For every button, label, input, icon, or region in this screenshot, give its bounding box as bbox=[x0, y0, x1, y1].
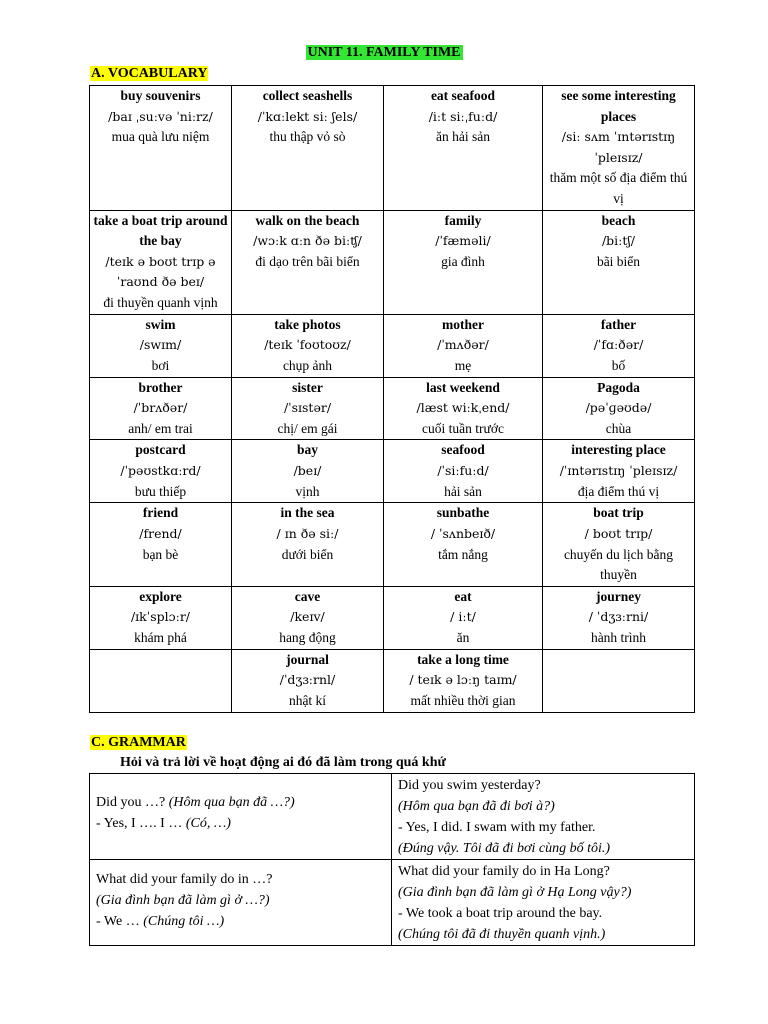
vocab-word: take photos bbox=[274, 316, 341, 332]
vocab-ipa: / ˈdʒɜːrni/ bbox=[588, 609, 649, 625]
vocab-word: beach bbox=[601, 212, 636, 228]
vocab-word: walk on the beach bbox=[255, 212, 360, 228]
vocab-word: Pagoda bbox=[597, 379, 640, 395]
vocab-meaning: chùa bbox=[605, 420, 632, 436]
vocabulary-cell bbox=[232, 440, 384, 503]
vocabulary-cell bbox=[384, 586, 543, 649]
vocab-meaning: bố bbox=[611, 357, 626, 373]
vocabulary-cell bbox=[384, 440, 543, 503]
vocab-meaning: mua quà lưu niệm bbox=[111, 129, 210, 145]
grammar-translation: (Gia đình bạn đã làm gì ở …?) bbox=[96, 893, 270, 908]
vocab-ipa: /ˈdʒɜːrnl/ bbox=[279, 672, 336, 688]
grammar-translation: (Hôm qua bạn đã …?) bbox=[168, 795, 295, 810]
vocab-word: take a long time bbox=[417, 651, 509, 667]
vocabulary-row bbox=[90, 586, 695, 649]
vocab-meaning: hang động bbox=[279, 629, 336, 645]
vocabulary-cell bbox=[232, 210, 384, 314]
vocab-ipa: /ˈfæməli/ bbox=[435, 233, 491, 249]
vocab-ipa: /ˈbrʌðər/ bbox=[133, 400, 188, 416]
vocabulary-cell bbox=[543, 314, 695, 377]
vocabulary-row bbox=[90, 503, 695, 586]
vocab-word: father bbox=[600, 316, 637, 332]
vocab-meaning: khám phá bbox=[134, 629, 187, 645]
section-vocabulary-heading bbox=[90, 65, 208, 82]
vocabulary-row bbox=[90, 86, 695, 211]
section-grammar-heading bbox=[90, 734, 187, 751]
vocab-meaning: ăn bbox=[456, 629, 470, 645]
vocab-meaning: chị/ em gái bbox=[277, 420, 338, 436]
vocabulary-cell bbox=[543, 377, 695, 440]
vocab-meaning: ăn hải sản bbox=[436, 129, 490, 145]
vocab-word: sister bbox=[292, 379, 323, 395]
vocabulary-row bbox=[90, 440, 695, 503]
vocabulary-cell bbox=[543, 503, 695, 586]
section-grammar-label: C. GRAMMAR bbox=[91, 735, 186, 750]
vocab-word: cave bbox=[294, 588, 321, 604]
vocabulary-cell bbox=[384, 377, 543, 440]
vocabulary-cell bbox=[384, 503, 543, 586]
vocabulary-cell bbox=[90, 649, 232, 712]
vocabulary-cell bbox=[232, 503, 384, 586]
grammar-pattern-cell bbox=[90, 860, 392, 946]
vocab-word: swim bbox=[145, 316, 176, 332]
grammar-row bbox=[90, 860, 695, 946]
vocab-ipa: /ɪkˈsplɔːr/ bbox=[130, 609, 191, 625]
grammar-text: - We … bbox=[96, 914, 144, 929]
vocab-ipa: /ˈsiːfuːd/ bbox=[437, 462, 489, 478]
vocab-meaning: gia đình bbox=[441, 253, 485, 269]
vocab-meaning: bạn bè bbox=[142, 546, 179, 562]
vocabulary-cell bbox=[543, 86, 695, 211]
vocab-word: last weekend bbox=[426, 379, 500, 395]
vocab-ipa: /pəˈɡəʊdə/ bbox=[585, 400, 652, 416]
vocab-word: friend bbox=[142, 505, 179, 521]
grammar-text: What did your family do in …? bbox=[96, 872, 273, 887]
vocab-meaning: hải sản bbox=[444, 483, 482, 499]
vocab-meaning: mất nhiều thời gian bbox=[410, 692, 516, 708]
vocabulary-cell bbox=[543, 210, 695, 314]
vocab-word: see some interesting places bbox=[561, 88, 676, 124]
vocabulary-row bbox=[90, 314, 695, 377]
vocab-ipa: /iːt siːˌfuːd/ bbox=[428, 108, 498, 124]
vocabulary-cell bbox=[232, 377, 384, 440]
vocab-ipa: /beɪ/ bbox=[293, 462, 322, 478]
vocab-ipa: / ˈsʌnbeɪð/ bbox=[430, 525, 496, 541]
vocab-ipa: /teɪk ə boʊt trɪp ə ˈraʊnd ðə beɪ/ bbox=[105, 253, 216, 290]
vocabulary-row bbox=[90, 377, 695, 440]
vocab-meaning: thăm một số địa điểm thú vị bbox=[549, 170, 688, 206]
grammar-example-cell bbox=[392, 774, 695, 860]
grammar-line bbox=[96, 911, 385, 932]
vocab-ipa: /baɪ ˌsuːvə ˈniːrz/ bbox=[108, 108, 213, 124]
vocab-ipa: / teɪk ə lɔːŋ taɪm/ bbox=[409, 672, 517, 688]
vocabulary-cell bbox=[90, 314, 232, 377]
vocab-ipa: /siː sʌm ˈɪntərɪstɪŋ ˈpleɪsɪz/ bbox=[561, 129, 676, 165]
vocab-ipa: /teɪk ˈfoʊtoʊz/ bbox=[264, 337, 351, 353]
grammar-text: Did you …? bbox=[96, 795, 169, 810]
vocab-word: boat trip bbox=[593, 505, 644, 521]
grammar-translation: (Chúng tôi …) bbox=[143, 914, 225, 929]
vocabulary-row bbox=[90, 210, 695, 314]
grammar-example-answer: - Yes, I did. I swam with my father. bbox=[398, 820, 596, 835]
vocabulary-cell bbox=[543, 440, 695, 503]
vocab-ipa: /ˈmʌðər/ bbox=[437, 337, 489, 353]
vocab-meaning: chụp ảnh bbox=[282, 357, 333, 373]
grammar-line bbox=[96, 792, 385, 813]
grammar-example-translation: (Hôm qua bạn đã đi bơi à?) bbox=[398, 799, 555, 814]
vocabulary-cell bbox=[543, 586, 695, 649]
vocabulary-cell bbox=[232, 586, 384, 649]
vocab-meaning: địa điểm thú vị bbox=[577, 483, 660, 499]
unit-title-text: UNIT 11. FAMILY TIME bbox=[307, 45, 461, 60]
vocab-meaning: vịnh bbox=[295, 483, 320, 499]
vocabulary-cell bbox=[384, 649, 543, 712]
grammar-subtitle: Hỏi và trả lời về hoạt động ai đó đã làm trong quá khứ bbox=[120, 755, 446, 770]
vocab-ipa: /wɔːk ɑːn ðə biːʧ/ bbox=[253, 233, 362, 249]
grammar-example-translation: (Đúng vậy. Tôi đã đi bơi cùng bố tôi.) bbox=[398, 841, 611, 856]
vocabulary-cell bbox=[90, 210, 232, 314]
vocab-word: sunbathe bbox=[436, 505, 490, 521]
vocabulary-cell bbox=[90, 503, 232, 586]
vocab-ipa: /læst wiːkˌend/ bbox=[416, 400, 510, 416]
vocab-word: journal bbox=[286, 651, 329, 667]
vocabulary-table-body bbox=[90, 86, 695, 713]
grammar-pattern-cell bbox=[90, 774, 392, 860]
vocabulary-cell bbox=[384, 210, 543, 314]
vocab-word: seafood bbox=[441, 442, 485, 458]
vocab-meaning: hành trình bbox=[590, 629, 647, 645]
vocab-meaning: cuối tuần trước bbox=[422, 420, 504, 436]
vocab-word: bay bbox=[296, 442, 318, 458]
vocab-ipa: /frend/ bbox=[139, 525, 182, 541]
vocab-ipa: / boʊt trɪp/ bbox=[584, 525, 653, 541]
vocab-word: take a boat trip around the bay bbox=[93, 212, 228, 249]
vocab-ipa: / ɪn ðə siː/ bbox=[276, 525, 339, 541]
vocab-word: mother bbox=[442, 316, 484, 332]
vocab-ipa: /swɪm/ bbox=[139, 337, 182, 353]
grammar-example-cell bbox=[392, 860, 695, 946]
vocab-ipa: /ˈfɑːðər/ bbox=[593, 337, 644, 353]
section-vocabulary-label: A. VOCABULARY bbox=[91, 66, 208, 81]
vocabulary-cell bbox=[232, 86, 384, 211]
vocabulary-cell bbox=[384, 86, 543, 211]
grammar-text: - Yes, I …. I … bbox=[96, 816, 186, 831]
grammar-translation: (Có, …) bbox=[185, 816, 231, 831]
vocab-meaning: bơi bbox=[151, 357, 170, 373]
vocab-meaning: bãi biển bbox=[596, 253, 641, 269]
unit-title bbox=[0, 44, 768, 61]
vocab-meaning: đi thuyền quanh vịnh bbox=[103, 294, 218, 310]
vocabulary-cell bbox=[90, 86, 232, 211]
vocab-word: postcard bbox=[135, 442, 186, 458]
grammar-example-question: What did your family do in Ha Long? bbox=[398, 864, 610, 879]
vocab-meaning: dưới biển bbox=[281, 546, 334, 562]
grammar-table bbox=[89, 773, 695, 946]
grammar-example-answer: - We took a boat trip around the bay. bbox=[398, 906, 603, 921]
vocab-ipa: /ˈpəʊstkɑːrd/ bbox=[120, 462, 201, 478]
vocab-ipa: /biːtʃ/ bbox=[601, 233, 636, 249]
vocabulary-cell bbox=[232, 649, 384, 712]
vocab-ipa: /keɪv/ bbox=[290, 609, 325, 625]
grammar-example-translation: (Gia đình bạn đã làm gì ở Hạ Long vậy?) bbox=[398, 885, 632, 900]
grammar-example-translation: (Chúng tôi đã đi thuyền quanh vịnh.) bbox=[398, 927, 606, 942]
vocab-meaning: thu thập vỏ sò bbox=[269, 129, 346, 145]
vocab-word: collect seashells bbox=[262, 88, 353, 103]
vocab-word: in the sea bbox=[280, 505, 335, 521]
vocab-word: family bbox=[444, 212, 482, 228]
grammar-row bbox=[90, 774, 695, 860]
vocab-ipa: /ˈsɪstər/ bbox=[283, 400, 332, 416]
vocab-word: eat bbox=[454, 588, 472, 604]
vocabulary-cell bbox=[543, 649, 695, 712]
vocab-meaning: chuyến du lịch bằng thuyền bbox=[563, 546, 674, 583]
vocab-word: explore bbox=[139, 588, 182, 604]
grammar-example-question: Did you swim yesterday? bbox=[398, 778, 541, 793]
vocab-word: journey bbox=[596, 588, 641, 604]
vocabulary-cell bbox=[90, 586, 232, 649]
vocabulary-row bbox=[90, 649, 695, 712]
vocabulary-cell bbox=[90, 440, 232, 503]
vocabulary-cell bbox=[384, 314, 543, 377]
vocab-ipa: /ˈkɑːlekt siː ʃels/ bbox=[257, 108, 358, 124]
vocabulary-cell bbox=[232, 314, 384, 377]
vocab-word: interesting place bbox=[571, 442, 666, 458]
vocab-meaning: tắm nắng bbox=[438, 546, 488, 562]
vocab-ipa: / iːt/ bbox=[450, 609, 476, 625]
vocab-meaning: bưu thiếp bbox=[134, 483, 187, 499]
vocab-word: eat seafood bbox=[430, 88, 496, 103]
vocab-meaning: nhật kí bbox=[288, 692, 327, 708]
grammar-line bbox=[96, 813, 385, 834]
vocab-meaning: đi dạo trên bãi biển bbox=[255, 253, 360, 269]
vocab-word: brother bbox=[138, 379, 183, 395]
vocabulary-cell bbox=[90, 377, 232, 440]
vocab-meaning: mẹ bbox=[454, 357, 472, 373]
vocab-word: buy souvenirs bbox=[120, 88, 201, 103]
vocab-meaning: anh/ em trai bbox=[128, 420, 193, 436]
vocabulary-table bbox=[89, 85, 695, 713]
vocab-ipa: /ˈɪntərɪstɪŋ ˈpleɪsɪz/ bbox=[559, 462, 678, 478]
